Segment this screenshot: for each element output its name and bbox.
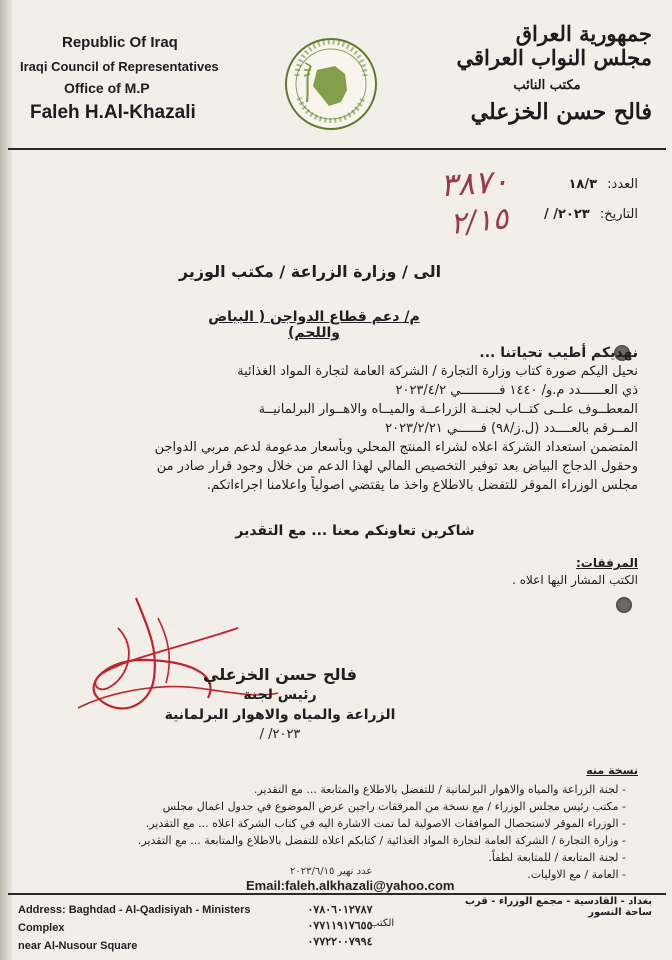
attachments-block xyxy=(438,555,638,589)
footer-divider xyxy=(8,893,666,895)
email-address: Email:faleh.alkhazali@yahoo.com xyxy=(246,878,455,893)
office-label: Office of M.P xyxy=(64,80,150,96)
address-arabic: بغداد - القادسية - مجمع الوزراء - قرب ساحة النسور xyxy=(464,896,652,918)
subject-line: م/ دعم قطاع الدواجن ( البياض واللحم) xyxy=(208,309,420,341)
letter-body xyxy=(44,362,638,495)
ref-number-value: ١٨/٣ xyxy=(568,177,598,192)
stamp-date: عدد نهير ٢٠٢٣/٦/١٥ xyxy=(290,866,373,877)
body-line: وحقول الدجاج البياض بعد توفير التخصيص المالي لهذا الدعم من خلال وجود قرار صادر من xyxy=(156,459,638,474)
copy-item: - لجنة الزراعة والمياه والاهوار البرلمانية / للتفضل بالاطلاع والمتابعة ... مع التقدير. xyxy=(40,781,626,798)
phone-number: ٠٧٧٢٢٠٠٧٩٩٤ xyxy=(307,936,373,948)
punch-hole-bottom xyxy=(616,597,632,613)
copies-block xyxy=(40,762,638,883)
copies-title: نسخة منه xyxy=(586,764,638,777)
attachment-item: الكتب المشار اليها اعلاه . xyxy=(512,573,638,587)
arabic-office-label: مكتب النائب xyxy=(513,78,581,93)
copy-item: - الوزراء الموقر لاستحصال الموافقات الاصولية لما تمت الاشارة اليه في كتاب الشركة اعلاه ... مع التقدير. xyxy=(40,815,626,832)
body-line: المتضمن استعداد الشركة اعلاه لشراء المنتج المحلي وبأسعار مدعومة لدعم مربي الدواجن xyxy=(154,440,638,455)
closing-thanks: شاكرين تعاونكم معنا ... مع التقدير xyxy=(235,523,475,539)
phone-number: ٠٧٨٠٦٠١٢٧٨٧ xyxy=(307,904,373,916)
arabic-council: مجلس النواب العراقي xyxy=(456,45,652,70)
signature-block xyxy=(140,665,420,745)
phone-label: الكتب xyxy=(370,918,395,929)
body-line: مجلس الوزراء الموقر للتفضل بالاطلاع واخذ ما يقتضي اصولياً واعلامنا اجراءاتكم. xyxy=(206,478,638,493)
council-name: Iraqi Council of Representatives xyxy=(20,59,219,74)
mp-name-en: Faleh H.Al-Khazali xyxy=(30,102,196,123)
address-line-1: Address: Baghdad - Al-Qadisiyah - Ministers Complex xyxy=(18,904,251,934)
header-divider xyxy=(8,148,666,150)
arabic-letterhead xyxy=(442,22,652,125)
address-english xyxy=(18,901,278,955)
copy-item: - مكتب رئيس مجلس الوزراء / مع نسخة من المرفقات راجين عرض الموضوع في جدول اعمال مجلس xyxy=(40,798,626,815)
ref-date-label: التاريخ: xyxy=(599,207,638,222)
ref-date-value: ٢٠٢٣/ / xyxy=(543,207,590,222)
council-logo-emblem xyxy=(283,36,379,132)
copy-item: - وزارة التجارة / الشركة العامة لتجارة المواد الغذائية / كتابكم اعلاه للتفضل بالاطلاع والمتابعة ... مع التقدير. xyxy=(40,832,626,849)
body-line: ذي العــــــدد م.و/ ١٤٤٠ فــــــــــي ٢٠٢٣/٤/٢ xyxy=(395,383,638,398)
body-line: المــرقم بالعــــدد (ل.ز/٩٨) فــــــي ٢٠٢٣/٢/٢١ xyxy=(385,421,638,436)
handwritten-date: ٢/١٥ xyxy=(448,201,511,242)
mp-name-ar: فالح حسن الخزعلي xyxy=(470,99,652,125)
arabic-country: جمهورية العراق xyxy=(515,21,652,46)
handwritten-number: ٣٨٧٠ xyxy=(438,161,510,205)
copy-item: - العامة / مع الاوليات. xyxy=(40,866,626,883)
address-line-2: near Al-Nusour Square xyxy=(18,940,138,952)
signatory-name: فالح حسن الخزعلي xyxy=(203,665,357,684)
phone-number: ٠٧٧١١٩١٧٦٥٥ xyxy=(307,920,373,932)
body-line: نحيل اليكم صورة كتاب وزارة التجارة / الشركة العامة لتجارة المواد الغذائية xyxy=(237,364,638,379)
greeting: نهديكم أطيب تحياتنا ... xyxy=(479,345,638,361)
attachments-title: المرفقات: xyxy=(576,556,638,570)
signatory-committee: الزراعة والمياه والاهوار البرلمانية xyxy=(164,707,396,723)
copy-item: - لجنة المتابعة / للمتابعة لطفاً. xyxy=(40,849,626,866)
signatory-title: رئيس لجنة xyxy=(243,687,317,703)
signature-date: ٢٠٢٣/ / xyxy=(259,727,301,742)
ref-number-label: العدد: xyxy=(607,177,638,192)
addressee: الى / وزارة الزراعة / مكتب الوزير xyxy=(178,262,442,281)
country-name: Republic Of Iraq xyxy=(62,34,178,51)
body-line: المعطــوف علــى كتــاب لجنــة الزراعــة والميــاه والاهــوار البرلمانيــة xyxy=(258,402,638,417)
english-letterhead xyxy=(20,34,240,124)
